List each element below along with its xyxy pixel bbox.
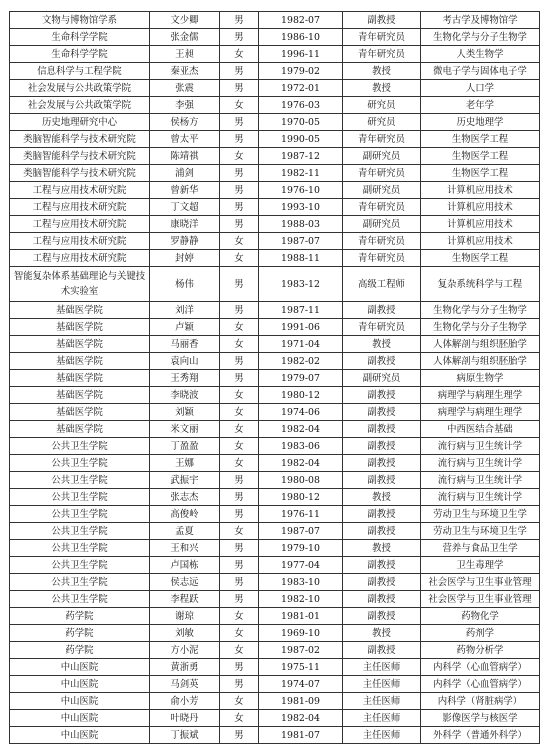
gender-cell: 女 <box>220 404 259 421</box>
birth-date-cell: 1983-12 <box>259 267 343 302</box>
name-cell: 高俊岭 <box>150 506 220 523</box>
department-cell: 基础医学院 <box>10 302 150 319</box>
birth-date-cell: 1979-02 <box>259 63 343 80</box>
birth-date-cell: 1987-11 <box>259 302 343 319</box>
specialty-cell: 人类生物学 <box>421 46 540 63</box>
department-cell: 药学院 <box>10 642 150 659</box>
table-row <box>10 250 540 267</box>
gender-cell: 男 <box>220 540 259 557</box>
gender-cell: 男 <box>220 182 259 199</box>
birth-date-cell: 1980-12 <box>259 387 343 404</box>
department-cell: 公共卫生学院 <box>10 557 150 574</box>
specialty-cell: 劳动卫生与环境卫生学 <box>421 523 540 540</box>
name-cell: 陈靖祺 <box>150 148 220 165</box>
table-row <box>10 114 540 131</box>
table-row <box>10 46 540 63</box>
job-title-cell: 主任医师 <box>343 727 421 744</box>
department-cell: 工程与应用技术研究院 <box>10 216 150 233</box>
birth-date-cell: 1977-04 <box>259 557 343 574</box>
job-title-cell: 副教授 <box>343 404 421 421</box>
job-title-cell: 副教授 <box>343 421 421 438</box>
department-cell: 工程与应用技术研究院 <box>10 250 150 267</box>
gender-cell: 女 <box>220 625 259 642</box>
job-title-cell: 副教授 <box>343 353 421 370</box>
birth-date-cell: 1996-11 <box>259 46 343 63</box>
specialty-cell: 中西医结合基础 <box>421 421 540 438</box>
specialty-cell: 卫生毒理学 <box>421 557 540 574</box>
specialty-cell: 人口学 <box>421 80 540 97</box>
birth-date-cell: 1982-07 <box>259 12 343 29</box>
table-row <box>10 625 540 642</box>
job-title-cell: 青年研究员 <box>343 199 421 216</box>
department-cell: 工程与应用技术研究院 <box>10 182 150 199</box>
birth-date-cell: 1972-01 <box>259 80 343 97</box>
job-title-cell: 副教授 <box>343 387 421 404</box>
name-cell: 封婷 <box>150 250 220 267</box>
table-row <box>10 97 540 114</box>
gender-cell: 女 <box>220 693 259 710</box>
birth-date-cell: 1975-11 <box>259 659 343 676</box>
table-row <box>10 404 540 421</box>
department-cell: 公共卫生学院 <box>10 438 150 455</box>
job-title-cell: 副教授 <box>343 302 421 319</box>
name-cell: 张志杰 <box>150 489 220 506</box>
birth-date-cell: 1982-04 <box>259 710 343 727</box>
table-row <box>10 506 540 523</box>
specialty-cell: 微电子学与固体电子学 <box>421 63 540 80</box>
name-cell: 袁向山 <box>150 353 220 370</box>
department-cell: 中山医院 <box>10 659 150 676</box>
table-row <box>10 182 540 199</box>
job-title-cell: 副研究员 <box>343 216 421 233</box>
birth-date-cell: 1979-07 <box>259 370 343 387</box>
department-cell: 信息科学与工程学院 <box>10 63 150 80</box>
name-cell: 武振宇 <box>150 472 220 489</box>
specialty-cell: 计算机应用技术 <box>421 233 540 250</box>
department-cell: 基础医学院 <box>10 370 150 387</box>
job-title-cell: 副教授 <box>343 506 421 523</box>
department-cell: 公共卫生学院 <box>10 489 150 506</box>
department-cell: 类脑智能科学与技术研究院 <box>10 165 150 182</box>
specialty-cell: 历史地理学 <box>421 114 540 131</box>
department-cell: 公共卫生学院 <box>10 523 150 540</box>
name-cell: 黄浙勇 <box>150 659 220 676</box>
gender-cell: 男 <box>220 12 259 29</box>
specialty-cell: 计算机应用技术 <box>421 182 540 199</box>
name-cell: 曾新华 <box>150 182 220 199</box>
table-row <box>10 693 540 710</box>
birth-date-cell: 1982-04 <box>259 455 343 472</box>
department-cell: 基础医学院 <box>10 353 150 370</box>
birth-date-cell: 1982-02 <box>259 353 343 370</box>
table-row <box>10 302 540 319</box>
name-cell: 俞小芳 <box>150 693 220 710</box>
department-cell: 类脑智能科学与技术研究院 <box>10 148 150 165</box>
birth-date-cell: 1980-08 <box>259 472 343 489</box>
specialty-cell: 药物分析学 <box>421 642 540 659</box>
gender-cell: 女 <box>220 421 259 438</box>
specialty-cell: 药剂学 <box>421 625 540 642</box>
job-title-cell: 副教授 <box>343 591 421 608</box>
specialty-cell: 流行病与卫生统计学 <box>421 438 540 455</box>
birth-date-cell: 1979-10 <box>259 540 343 557</box>
name-cell: 方小泥 <box>150 642 220 659</box>
specialty-cell: 内科学（肾脏病学） <box>421 693 540 710</box>
birth-date-cell: 1976-10 <box>259 182 343 199</box>
birth-date-cell: 1974-06 <box>259 404 343 421</box>
name-cell: 张震 <box>150 80 220 97</box>
table-row <box>10 557 540 574</box>
job-title-cell: 主任医师 <box>343 659 421 676</box>
specialty-cell: 计算机应用技术 <box>421 199 540 216</box>
gender-cell: 男 <box>220 267 259 302</box>
department-cell: 基础医学院 <box>10 387 150 404</box>
name-cell: 刘洋 <box>150 302 220 319</box>
department-cell: 药学院 <box>10 608 150 625</box>
name-cell: 马丽香 <box>150 336 220 353</box>
specialty-cell: 病理学与病理生理学 <box>421 404 540 421</box>
birth-date-cell: 1983-10 <box>259 574 343 591</box>
job-title-cell: 教授 <box>343 540 421 557</box>
gender-cell: 男 <box>220 506 259 523</box>
job-title-cell: 青年研究员 <box>343 165 421 182</box>
specialty-cell: 人体解剖与组织胚胎学 <box>421 353 540 370</box>
name-cell: 王昶 <box>150 46 220 63</box>
gender-cell: 女 <box>220 336 259 353</box>
specialty-cell: 生物医学工程 <box>421 148 540 165</box>
specialty-cell: 流行病与卫生统计学 <box>421 455 540 472</box>
department-cell: 公共卫生学院 <box>10 472 150 489</box>
job-title-cell: 主任医师 <box>343 710 421 727</box>
specialty-cell: 社会医学与卫生事业管理 <box>421 591 540 608</box>
table-row <box>10 319 540 336</box>
name-cell: 马剑英 <box>150 676 220 693</box>
name-cell: 侯杨方 <box>150 114 220 131</box>
table-row <box>10 63 540 80</box>
birth-date-cell: 1988-11 <box>259 250 343 267</box>
job-title-cell: 教授 <box>343 336 421 353</box>
job-title-cell: 青年研究员 <box>343 29 421 46</box>
specialty-cell: 影像医学与核医学 <box>421 710 540 727</box>
table-row <box>10 148 540 165</box>
table-row <box>10 455 540 472</box>
department-cell: 公共卫生学院 <box>10 506 150 523</box>
birth-date-cell: 1983-06 <box>259 438 343 455</box>
name-cell: 罗静静 <box>150 233 220 250</box>
department-cell: 社会发展与公共政策学院 <box>10 80 150 97</box>
table-row <box>10 370 540 387</box>
birth-date-cell: 1988-03 <box>259 216 343 233</box>
table-row <box>10 574 540 591</box>
gender-cell: 女 <box>220 46 259 63</box>
gender-cell: 女 <box>220 387 259 404</box>
job-title-cell: 副教授 <box>343 642 421 659</box>
specialty-cell: 病原生物学 <box>421 370 540 387</box>
gender-cell: 男 <box>220 591 259 608</box>
name-cell: 米文丽 <box>150 421 220 438</box>
birth-date-cell: 1974-07 <box>259 676 343 693</box>
table-row <box>10 727 540 744</box>
job-title-cell: 青年研究员 <box>343 46 421 63</box>
birth-date-cell: 1990-05 <box>259 131 343 148</box>
table-row <box>10 267 540 302</box>
name-cell: 丁文超 <box>150 199 220 216</box>
name-cell: 丁振斌 <box>150 727 220 744</box>
table-row <box>10 591 540 608</box>
birth-date-cell: 1981-01 <box>259 608 343 625</box>
gender-cell: 男 <box>220 80 259 97</box>
name-cell: 浦剑 <box>150 165 220 182</box>
birth-date-cell: 1970-05 <box>259 114 343 131</box>
table-row <box>10 216 540 233</box>
department-cell: 生命科学学院 <box>10 29 150 46</box>
specialty-cell: 社会医学与卫生事业管理 <box>421 574 540 591</box>
table-row <box>10 387 540 404</box>
department-cell: 基础医学院 <box>10 421 150 438</box>
specialty-cell: 劳动卫生与环境卫生学 <box>421 506 540 523</box>
department-cell: 中山医院 <box>10 727 150 744</box>
birth-date-cell: 1987-12 <box>259 148 343 165</box>
job-title-cell: 青年研究员 <box>343 233 421 250</box>
gender-cell: 女 <box>220 233 259 250</box>
name-cell: 谢琼 <box>150 608 220 625</box>
gender-cell: 男 <box>220 727 259 744</box>
table-row <box>10 642 540 659</box>
job-title-cell: 副教授 <box>343 574 421 591</box>
department-cell: 工程与应用技术研究院 <box>10 233 150 250</box>
specialty-cell: 人体解剖与组织胚胎学 <box>421 336 540 353</box>
name-cell: 李程跃 <box>150 591 220 608</box>
name-cell: 叶晓丹 <box>150 710 220 727</box>
name-cell: 王娜 <box>150 455 220 472</box>
department-cell: 公共卫生学院 <box>10 455 150 472</box>
table-row <box>10 80 540 97</box>
specialty-cell: 老年学 <box>421 97 540 114</box>
job-title-cell: 副教授 <box>343 438 421 455</box>
job-title-cell: 副教授 <box>343 557 421 574</box>
gender-cell: 女 <box>220 148 259 165</box>
name-cell: 刘颖 <box>150 404 220 421</box>
gender-cell: 男 <box>220 676 259 693</box>
gender-cell: 男 <box>220 216 259 233</box>
department-cell: 文物与博物馆学系 <box>10 12 150 29</box>
birth-date-cell: 1971-04 <box>259 336 343 353</box>
specialty-cell: 流行病与卫生统计学 <box>421 489 540 506</box>
specialty-cell: 生物化学与分子生物学 <box>421 29 540 46</box>
table-row <box>10 659 540 676</box>
name-cell: 康晓洋 <box>150 216 220 233</box>
specialty-cell: 药物化学 <box>421 608 540 625</box>
table-row <box>10 165 540 182</box>
job-title-cell: 副教授 <box>343 523 421 540</box>
department-cell: 类脑智能科学与技术研究院 <box>10 131 150 148</box>
specialty-cell: 计算机应用技术 <box>421 216 540 233</box>
job-title-cell: 教授 <box>343 625 421 642</box>
department-cell: 药学院 <box>10 625 150 642</box>
name-cell: 卢颖 <box>150 319 220 336</box>
faculty-roster-table <box>9 11 540 744</box>
department-cell: 社会发展与公共政策学院 <box>10 97 150 114</box>
specialty-cell: 生物医学工程 <box>421 131 540 148</box>
job-title-cell: 研究员 <box>343 114 421 131</box>
birth-date-cell: 1987-07 <box>259 523 343 540</box>
table-row <box>10 540 540 557</box>
roster-body <box>10 12 540 744</box>
birth-date-cell: 1976-03 <box>259 97 343 114</box>
birth-date-cell: 1987-02 <box>259 642 343 659</box>
job-title-cell: 主任医师 <box>343 676 421 693</box>
specialty-cell: 病理学与病理生理学 <box>421 387 540 404</box>
department-cell: 公共卫生学院 <box>10 540 150 557</box>
gender-cell: 男 <box>220 659 259 676</box>
gender-cell: 男 <box>220 557 259 574</box>
table-row <box>10 131 540 148</box>
birth-date-cell: 1986-10 <box>259 29 343 46</box>
gender-cell: 女 <box>220 642 259 659</box>
job-title-cell: 教授 <box>343 489 421 506</box>
specialty-cell: 外科学（普通外科学） <box>421 727 540 744</box>
gender-cell: 女 <box>220 608 259 625</box>
job-title-cell: 青年研究员 <box>343 131 421 148</box>
name-cell: 丁盈盈 <box>150 438 220 455</box>
name-cell: 张金儒 <box>150 29 220 46</box>
gender-cell: 女 <box>220 250 259 267</box>
name-cell: 刘敏 <box>150 625 220 642</box>
birth-date-cell: 1976-11 <box>259 506 343 523</box>
birth-date-cell: 1993-10 <box>259 199 343 216</box>
gender-cell: 女 <box>220 319 259 336</box>
table-row <box>10 489 540 506</box>
department-cell: 基础医学院 <box>10 336 150 353</box>
specialty-cell: 流行病与卫生统计学 <box>421 472 540 489</box>
gender-cell: 女 <box>220 97 259 114</box>
name-cell: 侯志远 <box>150 574 220 591</box>
gender-cell: 女 <box>220 710 259 727</box>
table-row <box>10 421 540 438</box>
name-cell: 秦亚杰 <box>150 63 220 80</box>
gender-cell: 女 <box>220 455 259 472</box>
table-row <box>10 29 540 46</box>
job-title-cell: 副研究员 <box>343 370 421 387</box>
job-title-cell: 副教授 <box>343 472 421 489</box>
specialty-cell: 内科学（心血管病学） <box>421 659 540 676</box>
gender-cell: 男 <box>220 574 259 591</box>
department-cell: 生命科学学院 <box>10 46 150 63</box>
table-row <box>10 472 540 489</box>
birth-date-cell: 1987-07 <box>259 233 343 250</box>
job-title-cell: 副教授 <box>343 12 421 29</box>
gender-cell: 男 <box>220 489 259 506</box>
specialty-cell: 内科学（心血管病学） <box>421 676 540 693</box>
table-row <box>10 676 540 693</box>
birth-date-cell: 1980-12 <box>259 489 343 506</box>
gender-cell: 男 <box>220 302 259 319</box>
department-cell: 智能复杂体系基础理论与关键技术实验室 <box>10 267 150 302</box>
gender-cell: 男 <box>220 353 259 370</box>
gender-cell: 女 <box>220 438 259 455</box>
name-cell: 王和兴 <box>150 540 220 557</box>
specialty-cell: 生物化学与分子生物学 <box>421 319 540 336</box>
specialty-cell: 生物医学工程 <box>421 165 540 182</box>
job-title-cell: 青年研究员 <box>343 250 421 267</box>
job-title-cell: 教授 <box>343 63 421 80</box>
table-row <box>10 438 540 455</box>
gender-cell: 男 <box>220 114 259 131</box>
table-row <box>10 608 540 625</box>
name-cell: 孟夏 <box>150 523 220 540</box>
birth-date-cell: 1981-09 <box>259 693 343 710</box>
name-cell: 卢国栋 <box>150 557 220 574</box>
department-cell: 公共卫生学院 <box>10 591 150 608</box>
specialty-cell: 复杂系统科学与工程 <box>421 267 540 302</box>
name-cell: 曾太平 <box>150 131 220 148</box>
specialty-cell: 营养与食品卫生学 <box>421 540 540 557</box>
gender-cell: 女 <box>220 523 259 540</box>
department-cell: 中山医院 <box>10 676 150 693</box>
job-title-cell: 青年研究员 <box>343 319 421 336</box>
job-title-cell: 主任医师 <box>343 693 421 710</box>
department-cell: 工程与应用技术研究院 <box>10 199 150 216</box>
table-row <box>10 523 540 540</box>
job-title-cell: 副教授 <box>343 608 421 625</box>
specialty-cell: 生物化学与分子生物学 <box>421 302 540 319</box>
job-title-cell: 高级工程师 <box>343 267 421 302</box>
job-title-cell: 副研究员 <box>343 182 421 199</box>
name-cell: 李强 <box>150 97 220 114</box>
department-cell: 中山医院 <box>10 710 150 727</box>
gender-cell: 男 <box>220 165 259 182</box>
department-cell: 公共卫生学院 <box>10 574 150 591</box>
job-title-cell: 研究员 <box>343 97 421 114</box>
gender-cell: 男 <box>220 131 259 148</box>
gender-cell: 男 <box>220 472 259 489</box>
job-title-cell: 副教授 <box>343 455 421 472</box>
birth-date-cell: 1969-10 <box>259 625 343 642</box>
department-cell: 基础医学院 <box>10 404 150 421</box>
table-row <box>10 336 540 353</box>
birth-date-cell: 1981-07 <box>259 727 343 744</box>
name-cell: 王秀翔 <box>150 370 220 387</box>
department-cell: 历史地理研究中心 <box>10 114 150 131</box>
gender-cell: 男 <box>220 370 259 387</box>
specialty-cell: 考古学及博物馆学 <box>421 12 540 29</box>
table-row <box>10 12 540 29</box>
gender-cell: 男 <box>220 63 259 80</box>
table-row <box>10 353 540 370</box>
department-cell: 中山医院 <box>10 693 150 710</box>
name-cell: 李晓波 <box>150 387 220 404</box>
name-cell: 杨伟 <box>150 267 220 302</box>
table-row <box>10 233 540 250</box>
birth-date-cell: 1982-10 <box>259 591 343 608</box>
job-title-cell: 教授 <box>343 80 421 97</box>
gender-cell: 男 <box>220 199 259 216</box>
birth-date-cell: 1982-11 <box>259 165 343 182</box>
birth-date-cell: 1991-06 <box>259 319 343 336</box>
job-title-cell: 副研究员 <box>343 148 421 165</box>
gender-cell: 男 <box>220 29 259 46</box>
specialty-cell: 生物医学工程 <box>421 250 540 267</box>
table-row <box>10 199 540 216</box>
name-cell: 文少卿 <box>150 12 220 29</box>
birth-date-cell: 1982-04 <box>259 421 343 438</box>
department-cell: 基础医学院 <box>10 319 150 336</box>
